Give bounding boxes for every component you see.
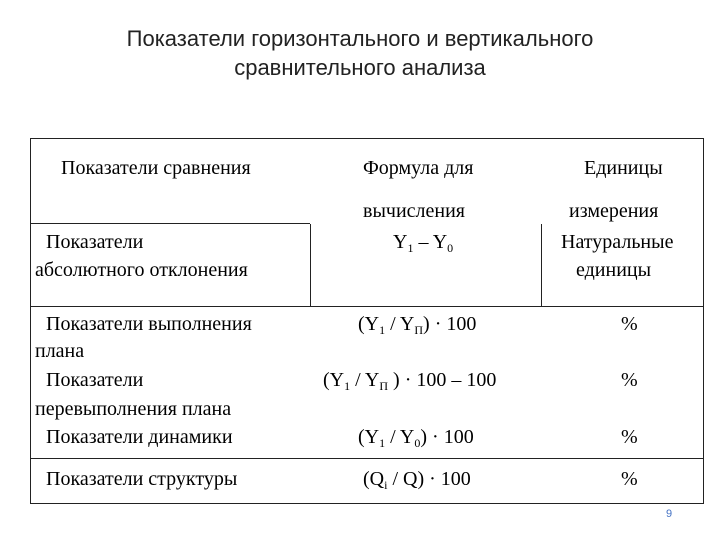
header-formula-line-1: Формула для [363,157,474,179]
page-number: 9 [666,508,673,520]
row-dynamics-formula: $(Y_1 / Y_0) \cdot 100$ [358,426,474,450]
row-structure-unit: % [621,468,638,490]
slide-title-line-2: сравнительного анализа [234,55,486,80]
row-overplan-name-line-2: перевыполнения плана [35,398,232,420]
row-absolute-unit-line-2: единицы [576,259,652,281]
row-absolute-unit-line-1: Натуральные [561,231,674,253]
row-dynamics-name: Показатели динамики [46,426,233,448]
row-absolute-formula: $Y_1 - Y_0$ [393,231,454,255]
row-structure-name: Показатели структуры [46,468,238,490]
header-divider-left [31,223,310,224]
row-plan-name-line-2: плана [35,340,85,362]
row-overplan-name-line-1: Показатели [46,369,144,391]
column-divider-2 [541,224,542,306]
header-units-line-2: измерения [569,200,659,222]
row-dynamics-unit: % [621,426,638,448]
row-divider-2 [31,458,703,459]
row-plan-name-line-1: Показатели выполнения [46,313,252,335]
row-overplan-formula: ($Y_1 / Y_П$ ) · 100 – 100 [323,369,497,393]
header-units-line-1: Единицы [584,157,663,179]
slide-title [60,24,660,82]
row-structure-formula: $(Q_i / Q) \cdot 100$ [363,468,471,492]
slide-title-line-1: Показатели горизонтального и вертикального [126,26,594,51]
column-divider-1 [310,224,311,306]
row-plan-unit: % [621,313,638,335]
row-plan-formula: $(Y_1 / Y_П) \cdot 100$ [358,313,477,337]
row-divider-1 [31,306,703,307]
row-absolute-name-line-2: абсолютного отклонения [35,259,248,281]
header-formula-line-2: вычисления [363,200,465,222]
header-indicators: Показатели сравнения [61,157,251,179]
row-absolute-name-line-1: Показатели [46,231,144,253]
row-overplan-unit: % [621,369,638,391]
comparison-table [30,138,704,504]
